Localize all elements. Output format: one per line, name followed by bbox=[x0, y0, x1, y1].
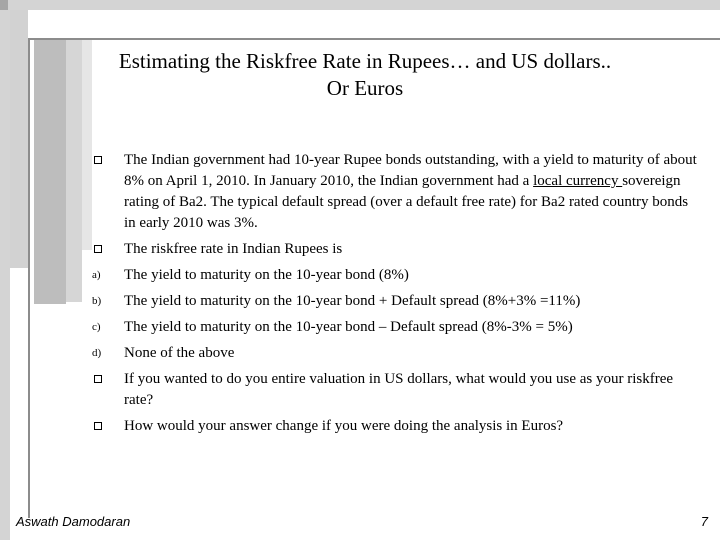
list-item bbox=[92, 291, 702, 312]
corner-decor bbox=[0, 0, 8, 10]
slide-title bbox=[40, 48, 690, 102]
list-item bbox=[92, 369, 702, 411]
side-rule bbox=[28, 38, 30, 518]
option-text: The yield to maturity on the 10-year bond – Default spread (8%-3% = 5%) bbox=[124, 319, 573, 335]
option-marker: d) bbox=[92, 347, 102, 359]
option-marker: b) bbox=[92, 295, 102, 307]
left-decor-bar bbox=[0, 0, 10, 540]
bullet-text: How would your answer change if you were doing the analysis in Euros? bbox=[124, 418, 564, 434]
option-marker: a) bbox=[92, 269, 101, 281]
list-item bbox=[92, 265, 702, 286]
list-item bbox=[92, 317, 702, 338]
page-number: 7 bbox=[700, 514, 708, 529]
list-item bbox=[92, 343, 702, 364]
bullet-text: sovereign rating of Ba2. The typical default spread (over a default free rate) for Ba2 rated country bonds in early 2010 was 3%. bbox=[124, 173, 689, 231]
decor-block bbox=[10, 10, 28, 268]
footer-author: Aswath Damodaran bbox=[16, 514, 131, 529]
title-line-2: Or Euros bbox=[326, 76, 404, 100]
option-marker: c) bbox=[92, 321, 101, 333]
bullet-text: If you wanted to do you entire valuation in US dollars, what would you use as your riskfree rate? bbox=[124, 371, 674, 408]
option-text: The yield to maturity on the 10-year bond (8%) bbox=[124, 267, 409, 283]
title-line-1: Estimating the Riskfree Rate in Rupees… and US dollars.. bbox=[118, 49, 612, 73]
option-text: The yield to maturity on the 10-year bond + Default spread (8%+3% =11%) bbox=[124, 293, 581, 309]
list-item bbox=[92, 239, 702, 260]
title-rule bbox=[28, 38, 720, 40]
bullet-text: The Indian government had 10-year Rupee bonds outstanding, with a yield to maturity of about 8% on April 1, 2010. In January 2010, the Indian government had a bbox=[124, 152, 697, 189]
list-item bbox=[92, 416, 702, 437]
list-item bbox=[92, 150, 702, 234]
top-decor-bar bbox=[0, 0, 720, 10]
underlined-text: local currency bbox=[533, 173, 623, 189]
bullet-list bbox=[92, 150, 702, 442]
option-text: None of the above bbox=[124, 345, 235, 361]
bullet-text: The riskfree rate in Indian Rupees is bbox=[124, 241, 343, 257]
